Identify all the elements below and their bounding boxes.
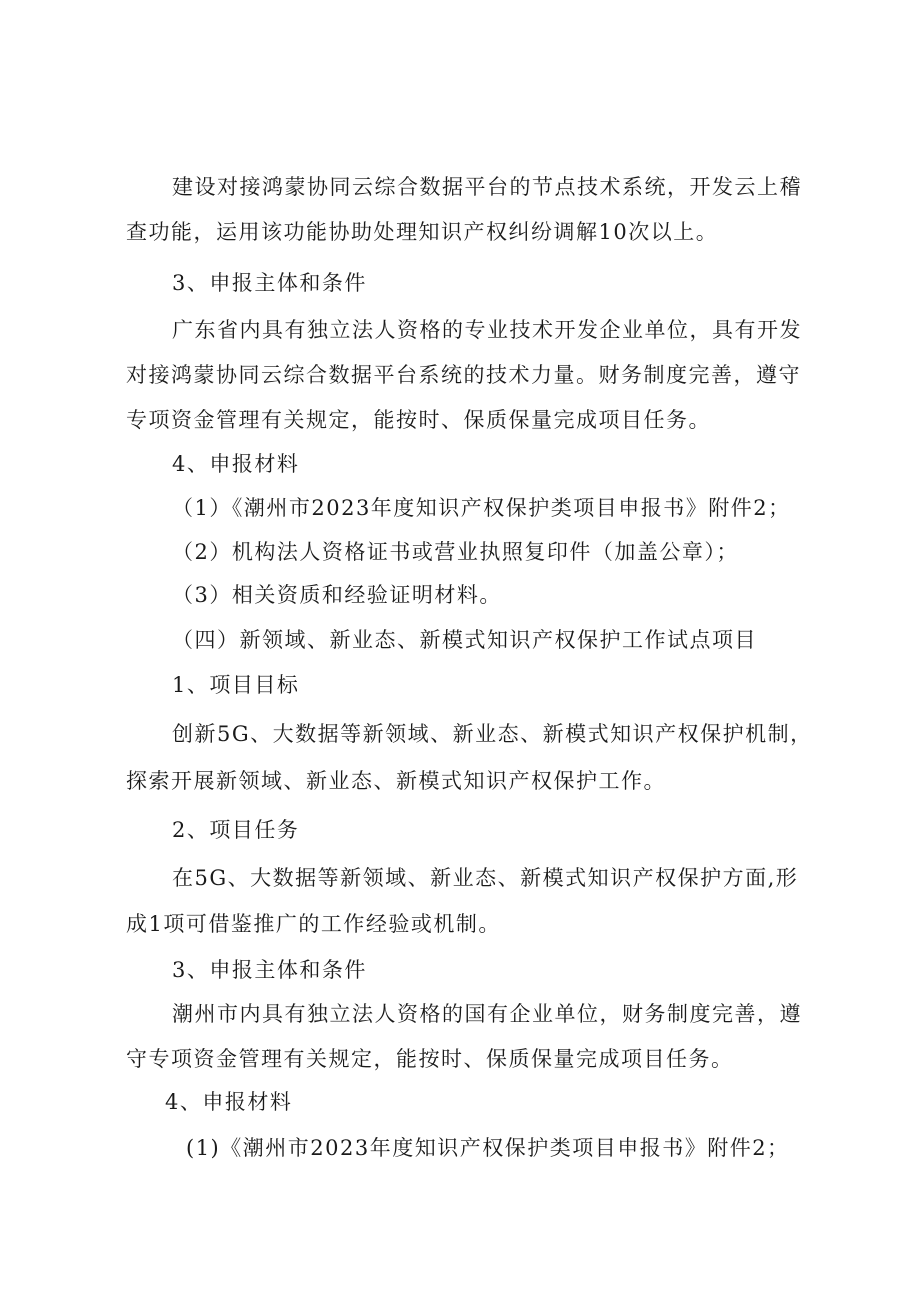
section-heading-2: 2、项目任务: [172, 818, 300, 842]
section-heading-3b: 3、申报主体和条件: [172, 958, 367, 982]
body-line-6: 专项资金管理有关规定，能按时、保质保量完成项目任务。: [126, 408, 711, 432]
body-line-12: 创新5G、大数据等新领域、新业态、新模式知识产权保护机制，: [172, 722, 813, 746]
body-line-19: 潮州市内具有独立法人资格的国有企业单位，财务制度完善，遵: [172, 1002, 802, 1026]
section-heading-4: 4、申报材料: [172, 452, 300, 476]
section-heading-1: 1、项目目标: [172, 673, 300, 697]
body-line-4: 广东省内具有独立法人资格的专业技术开发企业单位，具有开发: [172, 318, 802, 342]
body-line-5: 对接鸿蒙协同云综合数据平台系统的技术力量。财务制度完善，遵守: [126, 363, 801, 387]
section-heading-four: （四）新领域、新业态、新模式知识产权保护工作试点项目: [172, 628, 757, 652]
list-item-3: （3）相关资质和经验证明材料。: [172, 583, 502, 607]
section-heading-3: 3、申报主体和条件: [172, 271, 367, 295]
list-item-2: （2）机构法人资格证书或营业执照复印件（加盖公章）；: [172, 540, 739, 564]
body-line-15: 在5G、大数据等新领域、新业态、新模式知识产权保护方面,形: [172, 866, 799, 890]
body-line-16: 成1项可借鉴推广的工作经验或机制。: [126, 912, 501, 936]
body-line-1: 建设对接鸿蒙协同云综合数据平台的节点技术系统，开发云上稽: [172, 175, 802, 199]
section-heading-4b: 4、申报材料: [165, 1090, 293, 1114]
body-line-13: 探索开展新领域、新业态、新模式知识产权保护工作。: [126, 769, 666, 793]
list-item-1: （1）《潮州市2023年度知识产权保护类项目申报书》附件2；: [172, 496, 791, 520]
body-line-20: 守专项资金管理有关规定，能按时、保质保量完成项目任务。: [126, 1047, 734, 1071]
list-item-1b: (1)《潮州市2023年度知识产权保护类项目申报书》附件2；: [186, 1136, 790, 1160]
body-line-2: 查功能，运用该功能协助处理知识产权纠纷调解10次以上。: [126, 220, 719, 244]
